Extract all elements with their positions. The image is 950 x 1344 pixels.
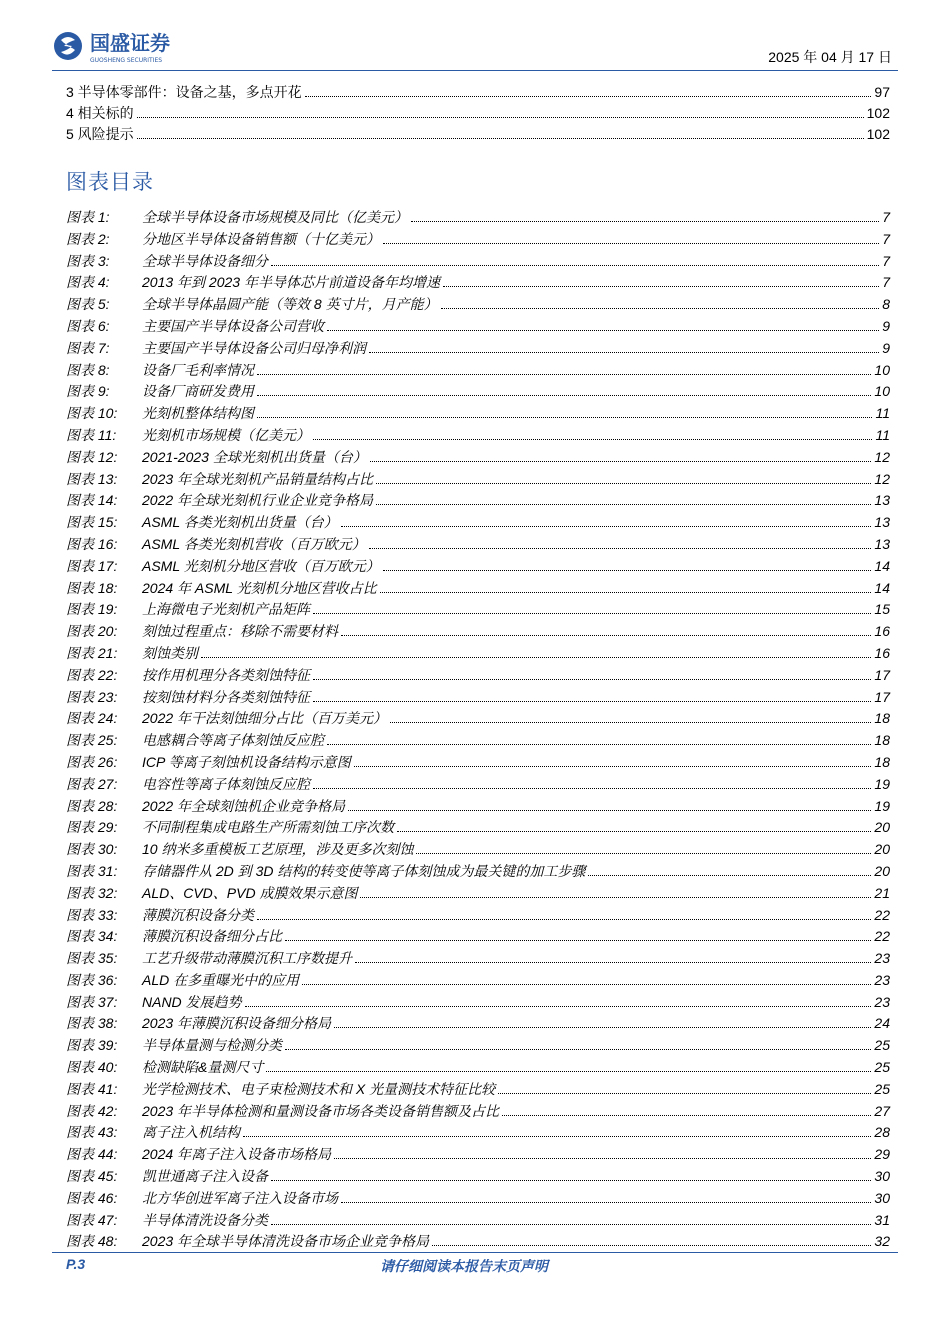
figure-toc-caption: 上海微电子光刻机产品矩阵 xyxy=(142,601,310,618)
header-divider xyxy=(52,70,898,71)
toc-leader xyxy=(266,1057,871,1072)
figure-toc-caption: 电感耦合等离子体刻蚀反应腔 xyxy=(142,732,324,749)
footer-divider xyxy=(52,1252,898,1253)
figure-toc-caption: ALD、CVD、PVD 成膜效果示意图 xyxy=(142,884,358,901)
figure-toc-number: 图表 1: xyxy=(66,209,110,225)
figure-toc-entry[interactable] xyxy=(66,381,890,403)
page-number: P.3 xyxy=(66,1256,86,1272)
figure-toc-page: 27 xyxy=(874,1102,890,1119)
figure-toc-caption: 检测缺陷&量测尺寸 xyxy=(142,1059,264,1076)
figure-toc-number: 图表 12: xyxy=(66,448,118,465)
figure-toc-number: 图表 9: xyxy=(66,383,110,400)
figure-toc-entry[interactable] xyxy=(66,970,890,992)
figure-toc-number: 图表 13: xyxy=(66,470,118,487)
figure-toc-entry[interactable] xyxy=(66,251,890,273)
figure-toc-page: 25 xyxy=(874,1037,890,1054)
figure-toc-caption: 2022 年全球刻蚀机企业竞争格局 xyxy=(142,797,346,814)
figure-toc-caption: 分地区半导体设备销售额（十亿美元） xyxy=(142,230,380,247)
figure-toc-page: 20 xyxy=(874,862,890,879)
figure-toc-page: 13 xyxy=(874,492,890,509)
figure-toc-number: 图表 25: xyxy=(66,732,118,749)
toc-leader xyxy=(355,948,871,963)
figure-toc-entry[interactable] xyxy=(66,905,890,927)
figure-toc-caption: 电容性等离子体刻蚀反应腔 xyxy=(142,775,310,792)
figure-toc-entry[interactable] xyxy=(66,1035,890,1057)
figure-toc-entry[interactable] xyxy=(66,948,890,970)
figure-toc-page: 17 xyxy=(874,688,890,705)
figure-toc-page: 19 xyxy=(874,797,890,814)
figure-toc-page: 30 xyxy=(874,1168,890,1185)
figure-toc-page: 31 xyxy=(874,1211,890,1228)
figure-toc-number: 图表 17: xyxy=(66,557,118,574)
toc-leader xyxy=(245,992,872,1007)
figure-toc-page: 7 xyxy=(882,252,890,269)
toc-leader xyxy=(285,926,871,941)
figure-toc-entry[interactable] xyxy=(66,599,890,621)
figure-toc-number: 图表 39: xyxy=(66,1037,118,1054)
figure-toc-page: 11 xyxy=(875,426,890,443)
figure-toc-number: 图表 26: xyxy=(66,753,118,770)
figure-toc-number: 图表 40: xyxy=(66,1059,118,1076)
figure-toc-number: 图表 46: xyxy=(66,1189,118,1206)
figure-toc-entry[interactable] xyxy=(66,229,890,251)
toc-leader xyxy=(354,752,872,767)
toc-leader xyxy=(271,1210,871,1225)
figure-toc-number: 图表 8: xyxy=(66,361,110,378)
figure-toc-page: 28 xyxy=(874,1124,890,1141)
toc-leader xyxy=(502,1101,871,1116)
toc-leader xyxy=(201,643,871,658)
figure-toc-caption: 主要国产半导体设备公司营收 xyxy=(142,317,324,334)
section-toc-entry[interactable] xyxy=(66,103,890,124)
toc-leader xyxy=(327,316,879,331)
figure-toc-page: 15 xyxy=(874,601,890,618)
figure-toc-caption: 2024 年 ASML 光刻机分地区营收占比 xyxy=(142,579,377,596)
figure-toc-caption: 10 纳米多重模板工艺原理，涉及更多次刻蚀 xyxy=(142,841,414,858)
figure-toc-entry[interactable] xyxy=(66,774,890,796)
figure-toc-page: 23 xyxy=(874,950,890,967)
figure-toc-number: 图表 24: xyxy=(66,710,118,727)
toc-leader xyxy=(348,796,871,811)
toc-leader xyxy=(313,774,871,789)
figure-toc-caption: 设备厂毛利率情况 xyxy=(142,361,254,378)
figure-toc-caption: 2024 年离子注入设备市场格局 xyxy=(142,1146,332,1163)
figure-toc-number: 图表 5: xyxy=(66,296,110,313)
figure-toc-entry[interactable] xyxy=(66,294,890,316)
figure-toc-title: 图表目录 xyxy=(66,171,154,194)
figure-toc-caption: 光学检测技术、电子束检测技术和 X 光量测技术特征比较 xyxy=(142,1080,496,1097)
figure-toc-page: 17 xyxy=(874,666,890,683)
brand-logo xyxy=(52,30,202,70)
toc-leader xyxy=(341,1188,871,1203)
section-toc-page: 102 xyxy=(866,126,890,142)
figure-toc-caption: 全球半导体设备市场规模及同比（亿美元） xyxy=(142,209,408,225)
figure-toc-caption: 离子注入机结构 xyxy=(142,1124,240,1141)
toc-leader xyxy=(271,251,879,266)
figure-toc-caption: 按作用机理分各类刻蚀特征 xyxy=(142,666,310,683)
figure-toc-entry[interactable] xyxy=(66,665,890,687)
toc-leader xyxy=(383,229,879,244)
figure-toc-page: 7 xyxy=(882,230,890,247)
section-toc xyxy=(66,82,890,145)
toc-leader xyxy=(313,425,872,440)
figure-toc-entry[interactable] xyxy=(66,1144,890,1166)
section-toc-page: 97 xyxy=(874,84,890,100)
figure-toc-page: 14 xyxy=(874,579,890,596)
toc-leader xyxy=(302,970,871,985)
figure-toc-page: 25 xyxy=(874,1059,890,1076)
figure-toc-entry[interactable] xyxy=(66,272,890,294)
toc-leader xyxy=(360,883,871,898)
figure-toc-number: 图表 19: xyxy=(66,601,118,618)
section-toc-label: 3 半导体零部件：设备之基，多点开花 xyxy=(66,84,302,100)
figure-toc-page: 29 xyxy=(874,1146,890,1163)
figure-toc-caption: 光刻机市场规模（亿美元） xyxy=(142,426,310,443)
figure-toc-page: 16 xyxy=(874,623,890,640)
figure-toc-caption: 设备厂商研发费用 xyxy=(142,383,254,400)
figure-toc-entry[interactable] xyxy=(66,817,890,839)
figure-toc-number: 图表 28: xyxy=(66,797,118,814)
figure-toc-entry[interactable] xyxy=(66,490,890,512)
figure-toc-page: 13 xyxy=(874,514,890,531)
toc-leader xyxy=(390,708,871,723)
toc-leader xyxy=(327,730,871,745)
toc-leader xyxy=(341,512,872,527)
figure-toc-number: 图表 4: xyxy=(66,274,110,291)
figure-toc-number: 图表 48: xyxy=(66,1233,118,1250)
figure-toc-number: 图表 10: xyxy=(66,405,118,422)
figure-toc-entry[interactable] xyxy=(66,687,890,709)
figure-toc-caption: ICP 等离子刻蚀机设备结构示意图 xyxy=(142,753,351,770)
figure-toc-entry[interactable] xyxy=(66,512,890,534)
toc-leader xyxy=(257,403,872,418)
figure-toc-entry[interactable] xyxy=(66,338,890,360)
figure-toc-entry[interactable] xyxy=(66,1231,890,1253)
figure-toc-number: 图表 20: xyxy=(66,623,118,640)
figure-toc-page: 25 xyxy=(874,1080,890,1097)
figure-toc-entry[interactable] xyxy=(66,578,890,600)
figure-toc-page: 7 xyxy=(882,274,890,291)
toc-leader xyxy=(397,817,871,832)
figure-toc-entry[interactable] xyxy=(66,1188,890,1210)
figure-toc-page: 12 xyxy=(874,470,890,487)
figure-toc-page: 22 xyxy=(874,928,890,945)
figure-toc-number: 图表 38: xyxy=(66,1015,118,1032)
brand-logo-icon xyxy=(52,30,202,70)
figure-toc-caption: 2023 年全球光刻机产品销量结构占比 xyxy=(142,470,374,487)
toc-leader xyxy=(369,338,879,353)
figure-toc-number: 图表 15: xyxy=(66,514,118,531)
figure-toc-caption: 工艺升级带动薄膜沉积工序数提升 xyxy=(142,950,352,967)
figure-toc-caption: 2013 年到 2023 年半导体芯片前道设备年均增速 xyxy=(142,274,440,291)
figure-toc-number: 图表 27: xyxy=(66,775,118,792)
figure-toc-number: 图表 42: xyxy=(66,1102,118,1119)
report-date: 2025 年 04 月 17 日 xyxy=(768,49,892,65)
figure-toc-entry[interactable] xyxy=(66,447,890,469)
figure-toc-entry[interactable] xyxy=(66,360,890,382)
toc-leader xyxy=(369,534,872,549)
figure-toc-caption: 2021-2023 全球光刻机出货量（台） xyxy=(142,448,367,465)
toc-leader xyxy=(416,839,871,854)
figure-toc-page: 19 xyxy=(874,775,890,792)
figure-toc-entry[interactable] xyxy=(66,1057,890,1079)
figure-toc-page: 23 xyxy=(874,993,890,1010)
figure-toc-caption: ALD 在多重曝光中的应用 xyxy=(142,971,300,988)
figure-toc-page: 16 xyxy=(874,644,890,661)
figure-toc-caption: 不同制程集成电路生产所需刻蚀工序次数 xyxy=(142,819,394,836)
figure-toc-caption: 刻蚀类别 xyxy=(142,644,198,661)
figure-toc-number: 图表 44: xyxy=(66,1146,118,1163)
figure-toc-entry[interactable] xyxy=(66,1166,890,1188)
figure-toc-caption: 2023 年全球半导体清洗设备市场企业竞争格局 xyxy=(142,1233,430,1250)
toc-leader xyxy=(443,272,879,287)
toc-leader xyxy=(411,207,879,222)
figure-toc-caption: 全球半导体设备细分 xyxy=(142,252,268,269)
figure-toc-entry[interactable] xyxy=(66,425,890,447)
figure-toc-caption: ASML 各类光刻机营收（百万欧元） xyxy=(142,535,366,552)
figure-toc-entry[interactable] xyxy=(66,730,890,752)
figure-toc-number: 图表 23: xyxy=(66,688,118,705)
figure-toc-number: 图表 37: xyxy=(66,993,118,1010)
toc-leader xyxy=(383,556,872,571)
toc-leader xyxy=(432,1231,871,1246)
figure-toc-caption: 光刻机整体结构图 xyxy=(142,405,254,422)
figure-toc-number: 图表 30: xyxy=(66,841,118,858)
figure-toc-caption: 薄膜沉积设备分类 xyxy=(142,906,254,923)
toc-leader xyxy=(376,490,871,505)
figure-toc-number: 图表 32: xyxy=(66,884,118,901)
figure-toc-page: 23 xyxy=(874,971,890,988)
figure-toc-number: 图表 22: xyxy=(66,666,118,683)
figure-toc-page: 9 xyxy=(882,339,890,356)
section-toc-entry[interactable] xyxy=(66,124,890,145)
figure-toc-number: 图表 18: xyxy=(66,579,118,596)
toc-leader xyxy=(376,469,871,484)
figure-toc-caption: 存储器件从 2D 到 3D 结构的转变使等离子体刻蚀成为最关键的加工步骤 xyxy=(142,862,586,879)
figure-toc-caption: 2023 年薄膜沉积设备细分格局 xyxy=(142,1015,332,1032)
figure-toc-number: 图表 33: xyxy=(66,906,118,923)
figure-toc-entry[interactable] xyxy=(66,207,890,229)
figure-toc-number: 图表 21: xyxy=(66,644,118,661)
figure-toc-page: 7 xyxy=(882,209,890,225)
figure-toc-caption: 全球半导体晶圆产能（等效 8 英寸片，月产能） xyxy=(142,296,438,313)
figure-toc-number: 图表 16: xyxy=(66,535,118,552)
section-toc-label: 4 相关标的 xyxy=(66,105,134,121)
figure-toc-page: 18 xyxy=(874,732,890,749)
figure-toc-caption: 半导体量测与检测分类 xyxy=(142,1037,282,1054)
figure-toc-page: 20 xyxy=(874,819,890,836)
toc-leader xyxy=(380,578,872,593)
figure-toc-number: 图表 36: xyxy=(66,971,118,988)
figure-toc-page: 24 xyxy=(874,1015,890,1032)
figure-toc-entry[interactable] xyxy=(66,752,890,774)
toc-leader xyxy=(271,1166,871,1181)
figure-toc-caption: 2023 年半导体检测和量测设备市场各类设备销售额及占比 xyxy=(142,1102,500,1119)
toc-leader xyxy=(370,447,872,462)
figure-toc-page: 30 xyxy=(874,1189,890,1206)
figure-toc-entry[interactable] xyxy=(66,796,890,818)
figure-toc-entry[interactable] xyxy=(66,643,890,665)
figure-toc-page: 22 xyxy=(874,906,890,923)
figure-toc-caption: ASML 光刻机分地区营收（百万欧元） xyxy=(142,557,380,574)
figure-toc-caption: 半导体清洗设备分类 xyxy=(142,1211,268,1228)
figure-toc-page: 12 xyxy=(874,448,890,465)
toc-leader xyxy=(285,1035,871,1050)
figure-toc-entry[interactable] xyxy=(66,992,890,1014)
figure-toc-page: 10 xyxy=(874,361,890,378)
figure-toc-entry[interactable] xyxy=(66,708,890,730)
figure-toc-entry[interactable] xyxy=(66,316,890,338)
figure-toc-number: 图表 14: xyxy=(66,492,118,509)
footer-disclaimer: 请仔细阅读本报告末页声明 xyxy=(380,1258,548,1274)
toc-leader xyxy=(257,360,871,375)
figure-toc-caption: 凯世通离子注入设备 xyxy=(142,1168,268,1185)
figure-toc-number: 图表 47: xyxy=(66,1211,118,1228)
toc-leader xyxy=(334,1013,871,1028)
figure-toc-caption: 薄膜沉积设备细分占比 xyxy=(142,928,282,945)
figure-toc-number: 图表 2: xyxy=(66,230,110,247)
figure-toc-caption: 2022 年全球光刻机行业企业竞争格局 xyxy=(142,492,374,509)
figure-toc-entry[interactable] xyxy=(66,1013,890,1035)
figure-toc-caption: 刻蚀过程重点：移除不需要材料 xyxy=(142,623,338,640)
figure-toc-entry[interactable] xyxy=(66,1079,890,1101)
section-toc-label: 5 风险提示 xyxy=(66,126,134,142)
figure-toc-number: 图表 6: xyxy=(66,317,110,334)
figure-toc-entry[interactable] xyxy=(66,469,890,491)
toc-leader xyxy=(243,1122,871,1137)
figure-toc-caption: NAND 发展趋势 xyxy=(142,993,242,1010)
toc-leader xyxy=(588,861,871,876)
brand-name-cn: 国盛证券 xyxy=(90,31,170,55)
figure-toc-page: 21 xyxy=(874,884,890,901)
figure-toc-entry[interactable] xyxy=(66,403,890,425)
figure-toc-caption: ASML 各类光刻机出货量（台） xyxy=(142,514,338,531)
toc-leader xyxy=(305,82,872,97)
figure-toc-entry[interactable] xyxy=(66,883,890,905)
figure-toc-number: 图表 29: xyxy=(66,819,118,836)
toc-leader xyxy=(441,294,880,309)
figure-toc-entry[interactable] xyxy=(66,926,890,948)
toc-leader xyxy=(313,687,871,702)
figure-toc-entry[interactable] xyxy=(66,621,890,643)
brand-name-en: GUOSHENG SECURITIES xyxy=(90,57,163,64)
figure-toc-entry[interactable] xyxy=(66,556,890,578)
toc-leader xyxy=(498,1079,871,1094)
toc-leader xyxy=(313,599,871,614)
figure-toc-page: 32 xyxy=(874,1233,890,1250)
figure-toc-entry[interactable] xyxy=(66,1101,890,1123)
figure-toc-page: 20 xyxy=(874,841,890,858)
figure-toc-page: 10 xyxy=(874,383,890,400)
figure-toc-page: 18 xyxy=(874,710,890,727)
toc-leader xyxy=(334,1144,871,1159)
figure-toc xyxy=(66,207,890,1253)
toc-leader xyxy=(313,665,871,680)
figure-toc-entry[interactable] xyxy=(66,861,890,883)
page-header xyxy=(0,0,950,75)
toc-leader xyxy=(257,381,871,396)
figure-toc-entry[interactable] xyxy=(66,839,890,861)
figure-toc-page: 18 xyxy=(874,753,890,770)
figure-toc-number: 图表 31: xyxy=(66,862,118,879)
figure-toc-page: 9 xyxy=(882,317,890,334)
figure-toc-number: 图表 3: xyxy=(66,252,110,269)
figure-toc-caption: 北方华创进军离子注入设备市场 xyxy=(142,1189,338,1206)
toc-leader xyxy=(137,124,864,139)
figure-toc-page: 8 xyxy=(882,296,890,313)
toc-leader xyxy=(341,621,871,636)
section-toc-page: 102 xyxy=(866,105,890,121)
figure-toc-caption: 2022 年干法刻蚀细分占比（百万美元） xyxy=(142,710,388,727)
figure-toc-number: 图表 34: xyxy=(66,928,118,945)
figure-toc-entry[interactable] xyxy=(66,1122,890,1144)
figure-toc-number: 图表 45: xyxy=(66,1168,118,1185)
figure-toc-page: 14 xyxy=(874,557,890,574)
section-toc-entry[interactable] xyxy=(66,82,890,103)
figure-toc-entry[interactable] xyxy=(66,534,890,556)
figure-toc-number: 图表 43: xyxy=(66,1124,118,1141)
figure-toc-caption: 按刻蚀材料分各类刻蚀特征 xyxy=(142,688,310,705)
figure-toc-page: 13 xyxy=(874,535,890,552)
figure-toc-number: 图表 11: xyxy=(66,426,117,443)
figure-toc-caption: 主要国产半导体设备公司归母净利润 xyxy=(142,339,366,356)
figure-toc-number: 图表 7: xyxy=(66,339,110,356)
toc-leader xyxy=(257,905,871,920)
figure-toc-entry[interactable] xyxy=(66,1210,890,1232)
figure-toc-number: 图表 35: xyxy=(66,950,118,967)
toc-leader xyxy=(137,103,864,118)
figure-toc-number: 图表 41: xyxy=(66,1080,118,1097)
figure-toc-page: 11 xyxy=(875,405,890,422)
